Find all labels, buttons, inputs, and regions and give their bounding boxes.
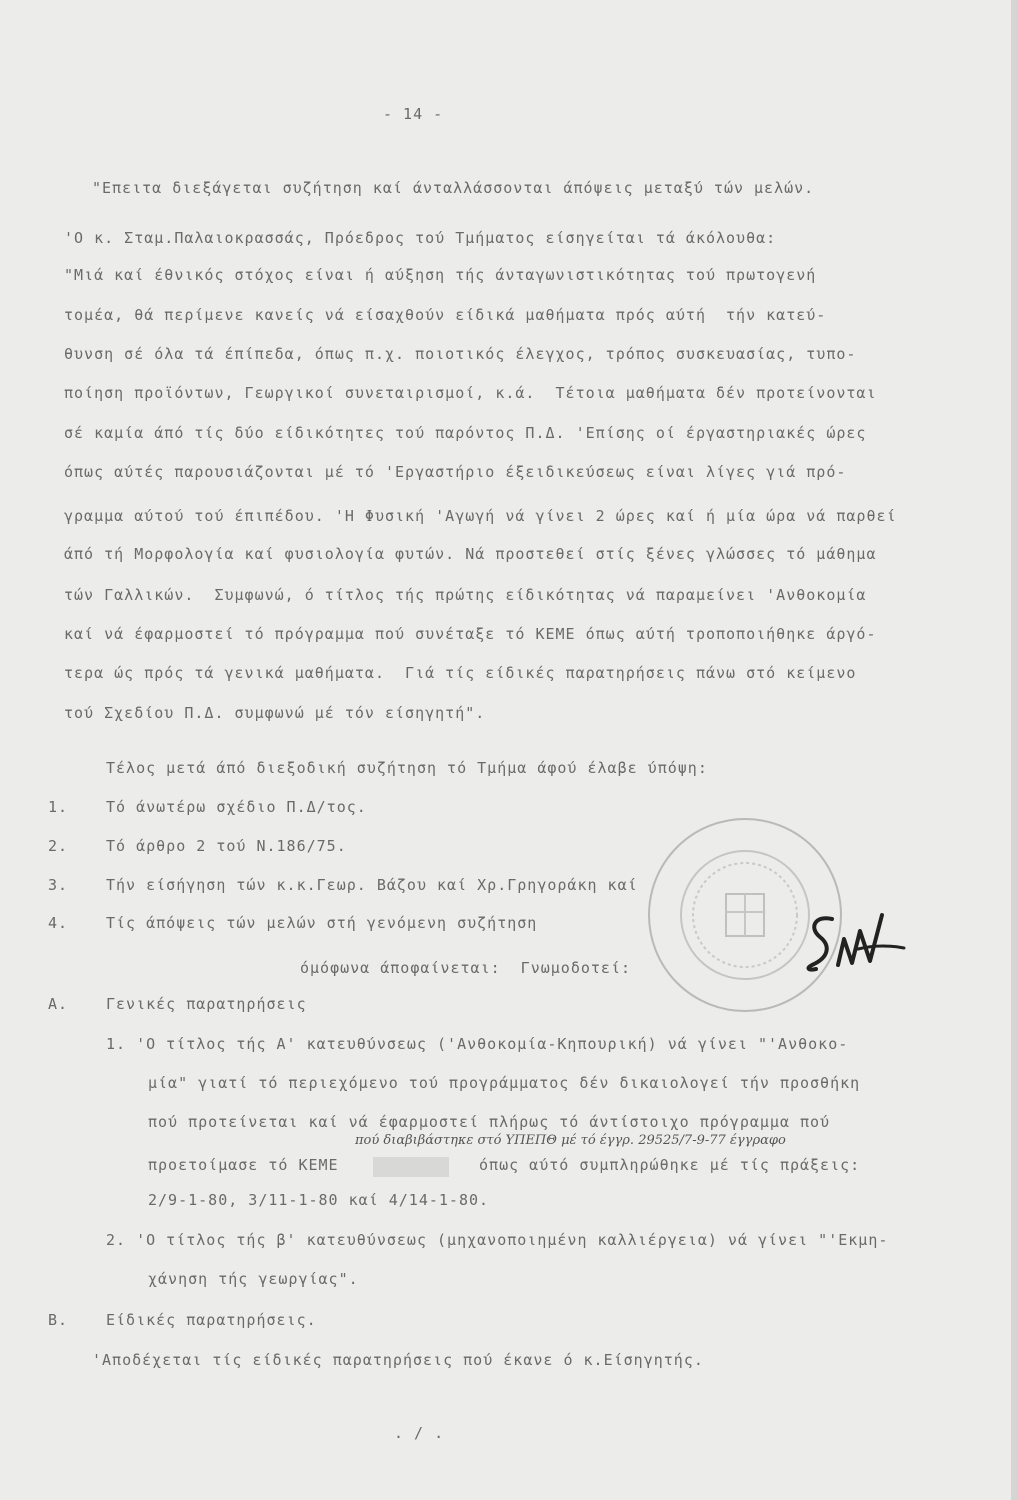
text-line: θυνση σέ όλα τά έπίπεδα, όπως π.χ. ποιοτικός έλεγχος, τρόπος συσκευασίας, τυπο- — [64, 345, 857, 363]
section-letter: Β. — [48, 1311, 69, 1329]
section-letter: Α. — [48, 995, 69, 1013]
text-line: "Μιά καί έθνικός στόχος είναι ή αύξηση τής άνταγωνιστικότητας τού πρωτογενή — [64, 266, 817, 284]
decision-line: όμόφωνα άποφαίνεται: Γνωμοδοτεί: — [300, 959, 632, 977]
text-line: τού Σχεδίου Π.Δ. συμφωνώ μέ τόν είσηγητή". — [64, 704, 486, 722]
text-line: ποίηση προϊόντων, Γεωργικοί συνεταιρισμοί, κ.ά. Τέτοια μαθήματα δέν προτείνονται — [64, 384, 877, 402]
text-line: χάνηση τής γεωργίας". — [148, 1270, 359, 1288]
list-item: Τίς άπόψεις τών μελών στή γενόμενη συζήτηση — [106, 914, 538, 932]
text-line: όπως αύτές παρουσιάζονται μέ τό 'Εργαστήριο έξειδικεύσεως είναι λίγες γιά πρό- — [64, 463, 847, 481]
text-line: άπό τή Μορφολογία καί φυσιολογία φυτών. Νά προστεθεί στίς ξένες γλώσσες τό μάθημα — [64, 545, 877, 563]
closing-intro: Τέλος μετά άπό διεξοδική συζήτηση τό Τμήμα άφού έλαβε ύπόψη: — [106, 759, 708, 777]
stamp-emblem-icon — [682, 852, 808, 978]
text-line: 2. 'Ο τίτλος τής β' κατευθύνσεως (μηχανοποιημένη καλλιέργεια) νά γίνει "'Εκμη- — [106, 1231, 889, 1249]
text-line: "Επειτα διεξάγεται συζήτηση καί άνταλλάσσονται άπόψεις μεταξύ τών μελών. — [92, 179, 815, 197]
continuation-mark: . / . — [394, 1424, 445, 1442]
text-line: μία" γιατί τό περιεχόμενο τού προγράμματος δέν δικαιολογεί τήν προσθήκη — [148, 1074, 861, 1092]
text-line: σέ καμία άπό τίς δύο είδικότητες τού παρόντος Π.Δ. 'Επίσης οί έργαστηριακές ώρες — [64, 424, 867, 442]
text-line: καί νά έφαρμοστεί τό πρόγραμμα πού συνέταξε τό ΚΕΜΕ όπως αύτή τροποποιήθηκε άργό- — [64, 625, 877, 643]
text-line: γραμμα αύτού τού έπιπέδου. 'Η Φυσική 'Αγωγή νά γίνει 2 ώρες καί ή μία ώρα νά παρθεί — [64, 507, 897, 525]
text-line: προετοίμασε τό ΚΕΜΕ όπως αύτό συμπληρώθηκε μέ τίς πράξεις: — [148, 1156, 861, 1174]
stamp-inner-ring — [680, 850, 810, 980]
handwritten-note: πού διαβιβάστηκε στό ΥΠΕΠΘ μέ τό έγγρ. 29525/7-9-77 έγγραφο — [355, 1133, 786, 1148]
text-line: τομέα, θά περίμενε κανείς νά είσαχθούν είδικά μαθήματα πρός αύτή τήν κατεύ- — [64, 306, 827, 324]
text-line: 'Αποδέχεται τίς είδικές παρατηρήσεις πού έκανε ό κ.Είσηγητής. — [92, 1351, 704, 1369]
list-item: Τήν είσήγηση τών κ.κ.Γεωρ. Βάζου καί Χρ.Γρηγοράκη καί — [106, 876, 638, 894]
list-number: 1. — [48, 798, 69, 816]
list-item: Τό άρθρο 2 τού Ν.186/75. — [106, 837, 347, 855]
page-edge — [1011, 0, 1017, 1500]
text-line: 1. 'Ο τίτλος τής Α' κατευθύνσεως ('Ανθοκομία-Κηπουρική) νά γίνει "'Ανθοκο- — [106, 1035, 849, 1053]
section-title: Είδικές παρατηρήσεις. — [106, 1311, 317, 1329]
section-title: Γενικές παρατηρήσεις — [106, 995, 307, 1013]
text-line: 2/9-1-80, 3/11-1-80 καί 4/14-1-80. — [148, 1191, 490, 1209]
list-number: 3. — [48, 876, 69, 894]
text-line: 'Ο κ. Σταμ.Παλαιοκρασσάς, Πρόεδρος τού Τμήματος είσηγείται τά άκόλουθα: — [64, 229, 777, 247]
text-line: τών Γαλλικών. Συμφωνώ, ό τίτλος τής πρώτης είδικότητας νά παραμείνει 'Ανθοκομία — [64, 586, 867, 604]
list-number: 2. — [48, 837, 69, 855]
signature-icon — [800, 905, 910, 994]
text-line: τερα ώς πρός τά γενικά μαθήματα. Γιά τίς είδικές παρατηρήσεις πάνω στό κείμενο — [64, 664, 857, 682]
list-item: Τό άνωτέρω σχέδιο Π.Δ/τος. — [106, 798, 367, 816]
list-number: 4. — [48, 914, 69, 932]
text-line: πού προτείνεται καί νά έφαρμοστεί πλήρως τό άντίστοιχο πρόγραμμα πού — [148, 1113, 831, 1131]
page-number: - 14 - — [383, 105, 444, 123]
